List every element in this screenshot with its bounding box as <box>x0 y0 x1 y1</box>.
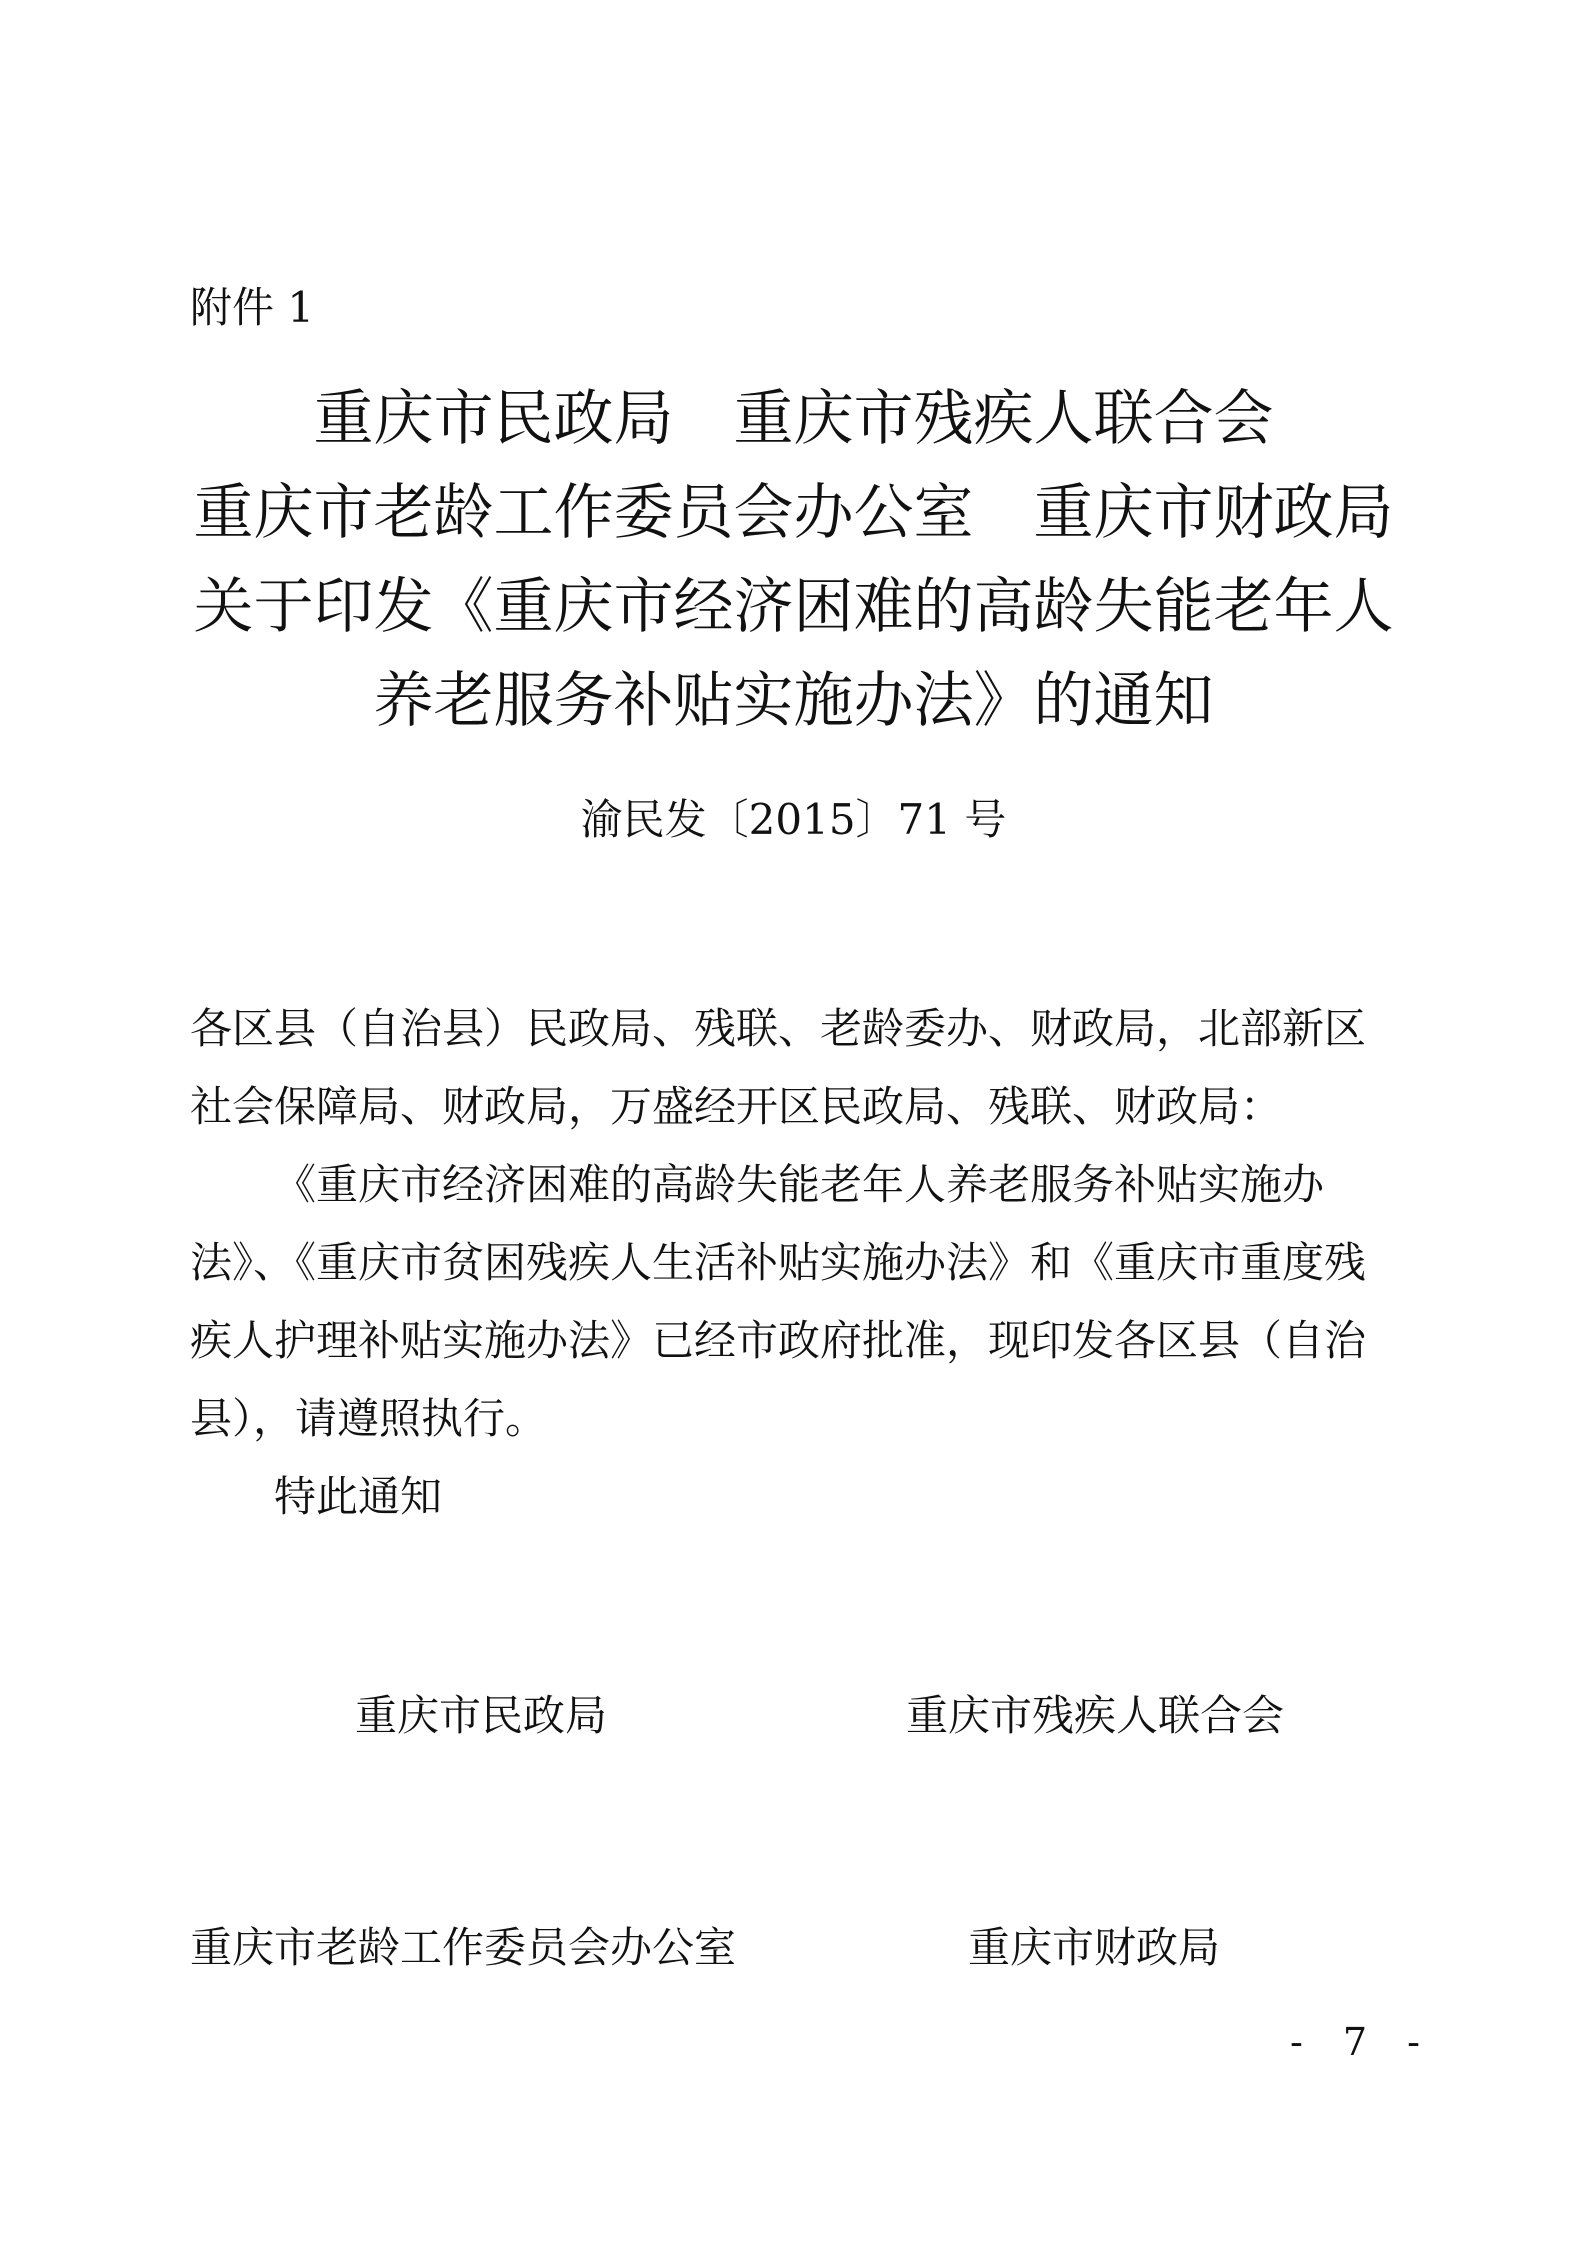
attachment-label: 附件 1 <box>190 283 315 332</box>
closing-line: 特此通知 <box>274 1472 443 1521</box>
signatory-finance-bureau: 重庆市财政局 <box>968 1923 1221 1972</box>
title-line: 养老服务补贴实施办法》的通知 <box>373 666 1214 736</box>
body-paragraph-line: 县），请遵照执行。 <box>190 1394 548 1443</box>
document-title <box>150 372 1437 748</box>
document-body <box>190 990 1402 1536</box>
body-paragraph-line: 疾人护理补贴实施办法》已经市政府批准，现印发各区县（自治 <box>190 1316 1367 1365</box>
title-line: 重庆市民政局 重庆市残疾人联合会 <box>313 384 1274 454</box>
recipient-line: 各区县（自治县）民政局、残联、老龄委办、财政局，北部新区 <box>190 1004 1367 1053</box>
title-line: 关于印发《重庆市经济困难的高龄失能老年人 <box>193 572 1394 642</box>
body-paragraph-line: 《重庆市经济困难的高龄失能老年人养老服务补贴实施办 <box>274 1160 1325 1209</box>
page-number: - 7 - <box>1290 2020 1435 2064</box>
signatory-aging-office: 重庆市老龄工作委员会办公室 <box>190 1923 737 1972</box>
recipient-line: 社会保障局、财政局，万盛经开区民政局、残联、财政局： <box>190 1082 1283 1131</box>
title-line: 重庆市老龄工作委员会办公室 重庆市财政局 <box>193 478 1394 548</box>
body-paragraph-line: 法》、《重庆市贫困残疾人生活补贴实施办法》和《重庆市重度残 <box>190 1238 1367 1287</box>
signatory-civil-affairs: 重庆市民政局 <box>355 1691 608 1740</box>
signatory-disabled-federation: 重庆市残疾人联合会 <box>906 1691 1285 1740</box>
document-number: 渝民发〔2015〕71 号 <box>580 795 1007 844</box>
